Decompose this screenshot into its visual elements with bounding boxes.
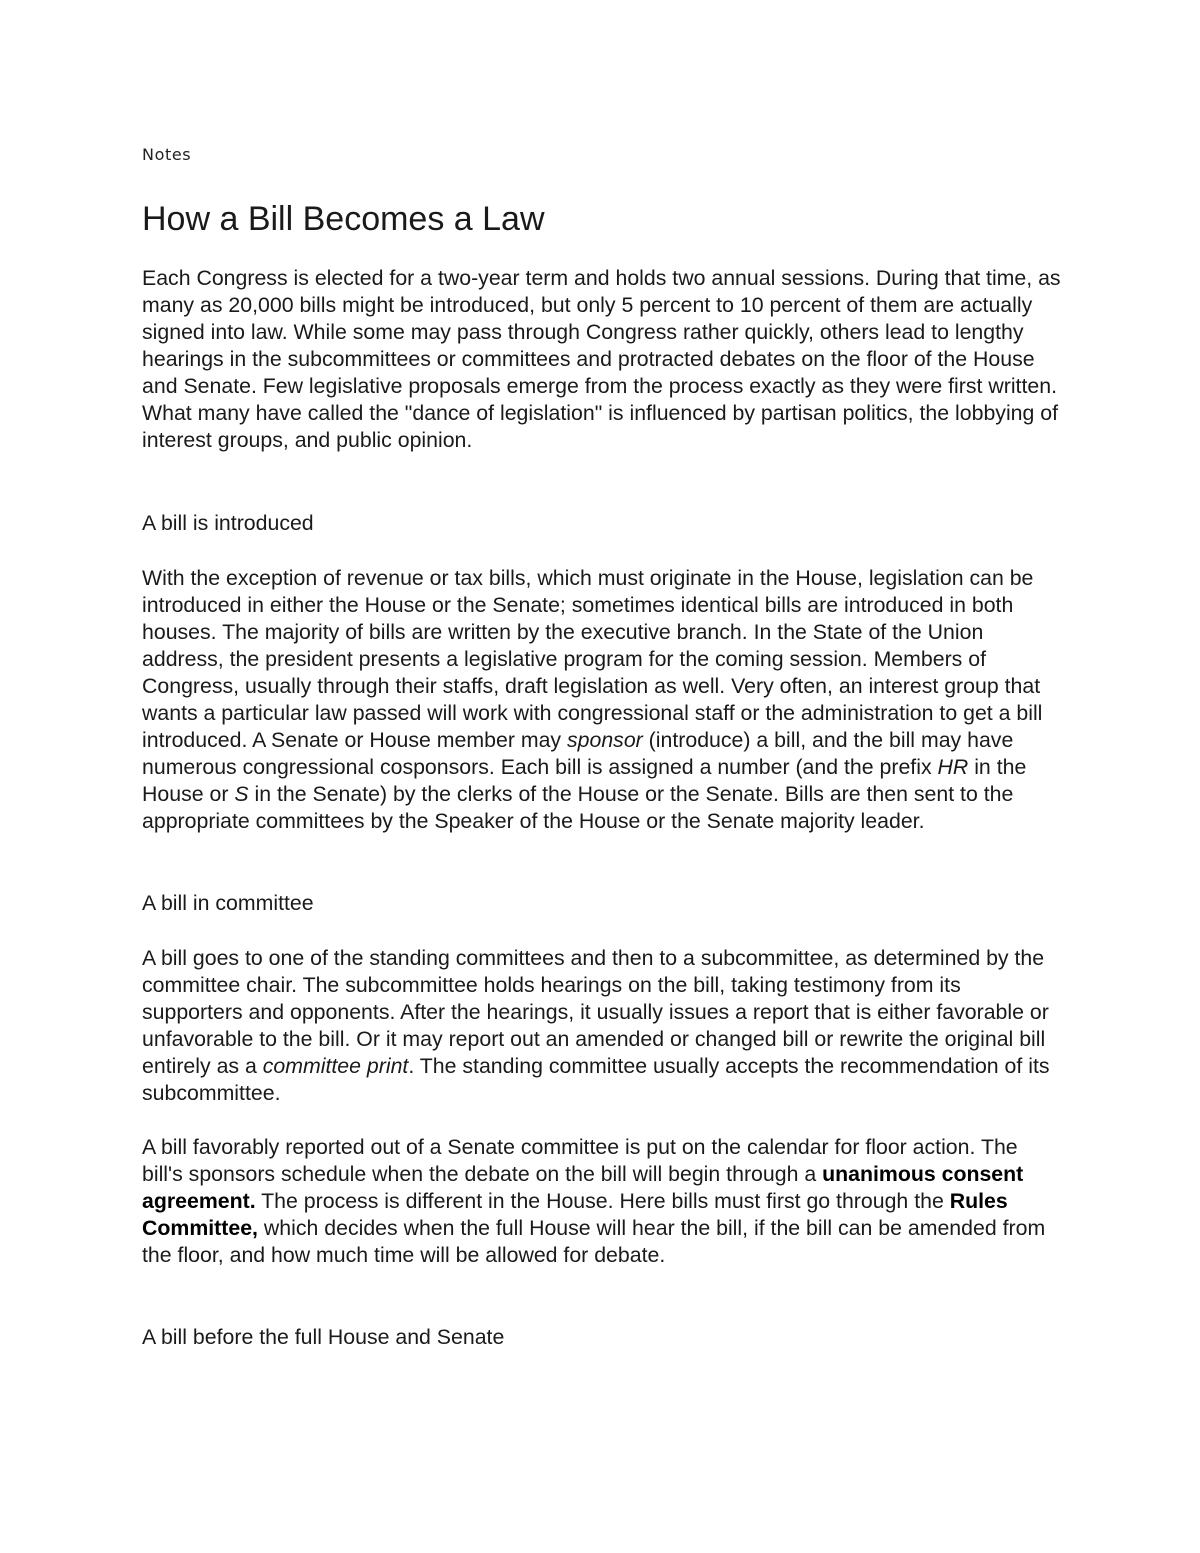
paragraph-text: A bill favorably reported out of a Senate committee is put on the calendar for floor action. The bill's sponsors schedule when the debate on the bill will begin through a (142, 1135, 1018, 1186)
heading-bill-in-committee: A bill in committee (142, 891, 314, 915)
heading-bill-full-house-senate: A bill before the full House and Senate (142, 1325, 505, 1349)
paragraph-bill-introduced (142, 565, 1062, 835)
notes-label: Notes (142, 145, 192, 164)
intro-paragraph: Each Congress is elected for a two-year term and holds two annual sessions. During that time, as many as 20,000 bills might be introduced, but only 5 percent to 10 percent of them are actually signed into law. While some may pass through Congress rather quickly, others lead to lengthy hearings in the subcommittees or committees and protracted debates on the floor of the House and Senate. Few legislative proposals emerge from the process exactly as they were first written. What many have called the "dance of legislation" is influenced by partisan politics, the lobbying of interest groups, and public opinion. (142, 266, 1061, 452)
paragraph-text: With the exception of revenue or tax bills, which must originate in the House, legislation can be introduced in either the House or the Senate; sometimes identical bills are introduced in both houses. The majority of bills are written by the executive branch. In the State of the Union address, the president presents a legislative program for the coming session. Members of Congress, usually through their staffs, draft legislation as well. Very often, an interest group that wants a particular law passed will work with congressional staff or the administration to get a bill introduced. A Senate or House member may (142, 566, 1043, 752)
paragraph-text: in the House or (142, 755, 1027, 806)
term-s: S (234, 782, 249, 806)
paragraph-text: The process is different in the House. Here bills must first go through the (255, 1189, 950, 1213)
paragraph-senate-calendar (142, 1134, 1062, 1269)
paragraph-text: in the Senate) by the clerks of the House or the Senate. Bills are then sent to the appropriate committees by the Speaker of the House or the Senate majority leader. (142, 782, 1014, 833)
heading-bill-introduced: A bill is introduced (142, 511, 314, 535)
term-rules-committee: Rules Committee, (142, 1189, 1008, 1240)
paragraph-text: . The standing committee usually accepts the recommendation of its subcommittee. (142, 1054, 1050, 1105)
paragraph-text: (introduce) a bill, and the bill may have numerous congressional cosponsors. Each bill is assigned a number (and the prefix (142, 728, 1014, 779)
term-committee-print: committee print (262, 1054, 409, 1078)
term-sponsor: sponsor (566, 728, 643, 752)
term-unanimous-consent: unanimous consent agreement. (142, 1162, 1024, 1213)
term-hr: HR (937, 755, 969, 779)
document-title: How a Bill Becomes a Law (142, 200, 545, 238)
paragraph-text: A bill goes to one of the standing committees and then to a subcommittee, as determined by the committee chair. The subcommittee holds hearings on the bill, taking testimony from its supporters and opponents. After the hearings, it usually issues a report that is either favorable or unfavorable to the bill. Or it may report out an amended or changed bill or rewrite the original bill entirely as a (142, 946, 1049, 1078)
paragraph-text: which decides when the full House will hear the bill, if the bill can be amended from the floor, and how much time will be allowed for debate. (142, 1216, 1046, 1267)
paragraph-bill-in-committee (142, 945, 1062, 1107)
